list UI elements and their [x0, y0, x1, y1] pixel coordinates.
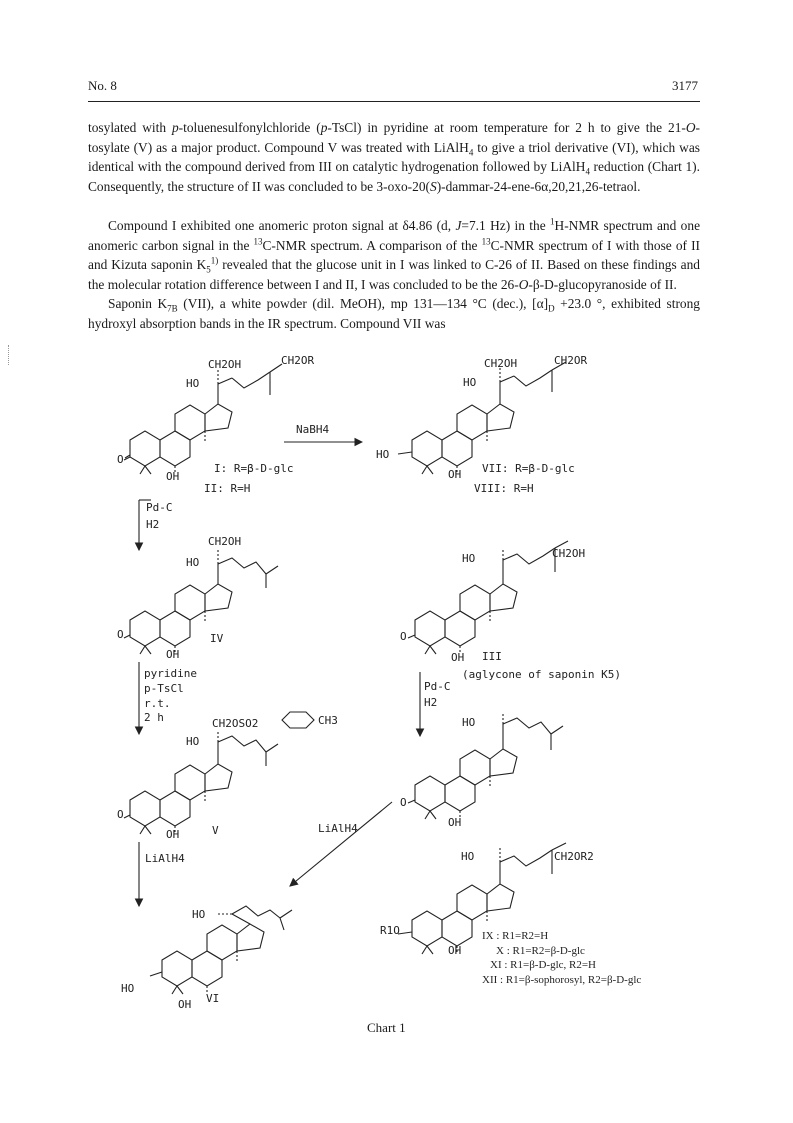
h2-left: H2 — [146, 518, 160, 531]
structure-VI — [150, 906, 292, 994]
nabh4-label: NaBH4 — [296, 423, 330, 436]
IX-r1o: R1O — [380, 924, 400, 937]
legend-XII: XII : R1=β-sophorosyl, R2=β-D-glc — [482, 974, 642, 986]
VII-ch2oh: CH2OH — [484, 357, 518, 370]
structure-III — [408, 541, 568, 654]
label-VI: VI — [206, 992, 220, 1005]
I-oh: OH — [166, 470, 180, 483]
dihydroIII-oxo: O — [400, 796, 407, 809]
V-oh: OH — [166, 828, 180, 841]
structure-IV — [124, 548, 278, 654]
VII-ch2or: CH2OR — [554, 354, 588, 367]
legend-IX: IX : R1=R2=H — [482, 930, 549, 942]
structure-dihydro-III — [408, 712, 563, 819]
label-II: II: R=H — [204, 482, 251, 495]
III-oxo: O — [400, 630, 407, 643]
dihydroIII-ho: HO — [462, 716, 476, 729]
legend-XI: XI : R1=β-D-glc, R2=H — [490, 959, 596, 971]
IV-ch2oh: CH2OH — [208, 535, 242, 548]
V-oxo: O — [117, 808, 124, 821]
page-number: 3177 — [672, 78, 698, 93]
pyridine: pyridine — [144, 667, 197, 680]
chart-caption: Chart 1 — [367, 1020, 406, 1035]
I-ch2oh: CH2OH — [208, 358, 242, 371]
lialh4-down: LiAlH4 — [145, 852, 185, 865]
IV-oh: OH — [166, 648, 180, 661]
h2-right: H2 — [424, 696, 438, 709]
legend-X: X : R1=R2=β-D-glc — [496, 945, 585, 957]
VII-ho: HO — [463, 376, 477, 389]
III-ho: HO — [462, 552, 476, 565]
IX-oh: OH — [448, 944, 462, 957]
I-ch2or: CH2OR — [281, 354, 315, 367]
VII-ho3: HO — [376, 448, 390, 461]
pdc-right: Pd-C — [424, 680, 451, 693]
structure-I-II — [124, 364, 282, 474]
paragraph-2: Compound I exhibited one anomeric proton signal at δ4.86 (d, J=7.1 Hz) in the $^1$H-NMR spectrum and one anomeric carbon signal in the $^{13}$C-NMR spectrum. A comparison of the $^{13}$C-NMR spectrum of I with those of II and Kizuta saponin $K_5^{1)}$ revealed that the glucose unit in I was linked to C-26 of II. Based on these findings and the molecular rotation difference between I and II, I was concluded to be the 26-O-β-D-glucopyranoside of II. — [88, 216, 701, 292]
structure-V — [124, 712, 314, 834]
VI-ho3: HO — [121, 982, 135, 995]
label-VII: VII: R=β-D-glc — [482, 462, 575, 475]
IX-ho: HO — [461, 850, 475, 863]
V-ch2oso2: CH2OSO2 — [212, 717, 259, 730]
two-h: 2 h — [144, 711, 164, 724]
IV-oxo: O — [117, 628, 124, 641]
journal-number: No. 8 — [88, 78, 117, 93]
VII-oh: OH — [448, 468, 462, 481]
dihydroIII-oh: OH — [448, 816, 462, 829]
I-oxo: O — [117, 453, 124, 466]
paragraph-3: Saponin $K_{7B}$ (VII), a white powder (dil. MeOH), mp 131—134 °C (dec.), $[\alpha]_D +23.0$ °, exhibited strong hydroxyl absorption bands in the IR spectrum. Compound VII was — [88, 296, 700, 331]
aglycone-label: (aglycone of saponin K5) — [462, 668, 621, 681]
lialh4-diag-arrow — [290, 802, 392, 886]
label-III: III — [482, 650, 502, 663]
label-IV: IV — [210, 632, 224, 645]
paragraph-1: tosylated with p-toluenesulfonylchloride (p-TsCl) in pyridine at room temperature for 2 h to give the 21-O-tosylate (V) as a major product. Compound V was treated with LiAlH$_4$ to give a triol derivative (VI), which was identical with the compound derived from III on catalytic hydrogenation followed by LiAlH$_4$ reduction (Chart 1). Consequently, the structure of II was concluded to be 3-oxo-20(S)-dammar-24-ene-6α,20,21,26-tetraol. — [88, 120, 700, 194]
label-I: I: R=β-D-glc — [214, 462, 294, 475]
IX-ch2or2: CH2OR2 — [554, 850, 594, 863]
I-ho: HO — [186, 377, 200, 390]
V-ch3: CH3 — [318, 714, 338, 727]
structure-VII-VIII — [398, 362, 566, 474]
IV-ho: HO — [186, 556, 200, 569]
V-ho: HO — [186, 735, 200, 748]
lialh4-diag: LiAlH4 — [318, 822, 358, 835]
label-V: V — [212, 824, 219, 837]
VI-oh: OH — [178, 998, 192, 1011]
rt: r.t. — [144, 697, 171, 710]
III-oh: OH — [451, 651, 465, 664]
VI-ho: HO — [192, 908, 206, 921]
III-ch2oh: CH2OH — [552, 547, 586, 560]
label-VIII: VIII: R=H — [474, 482, 534, 495]
ptscl: p-TsCl — [144, 682, 184, 695]
pdc-left: Pd-C — [146, 501, 173, 514]
